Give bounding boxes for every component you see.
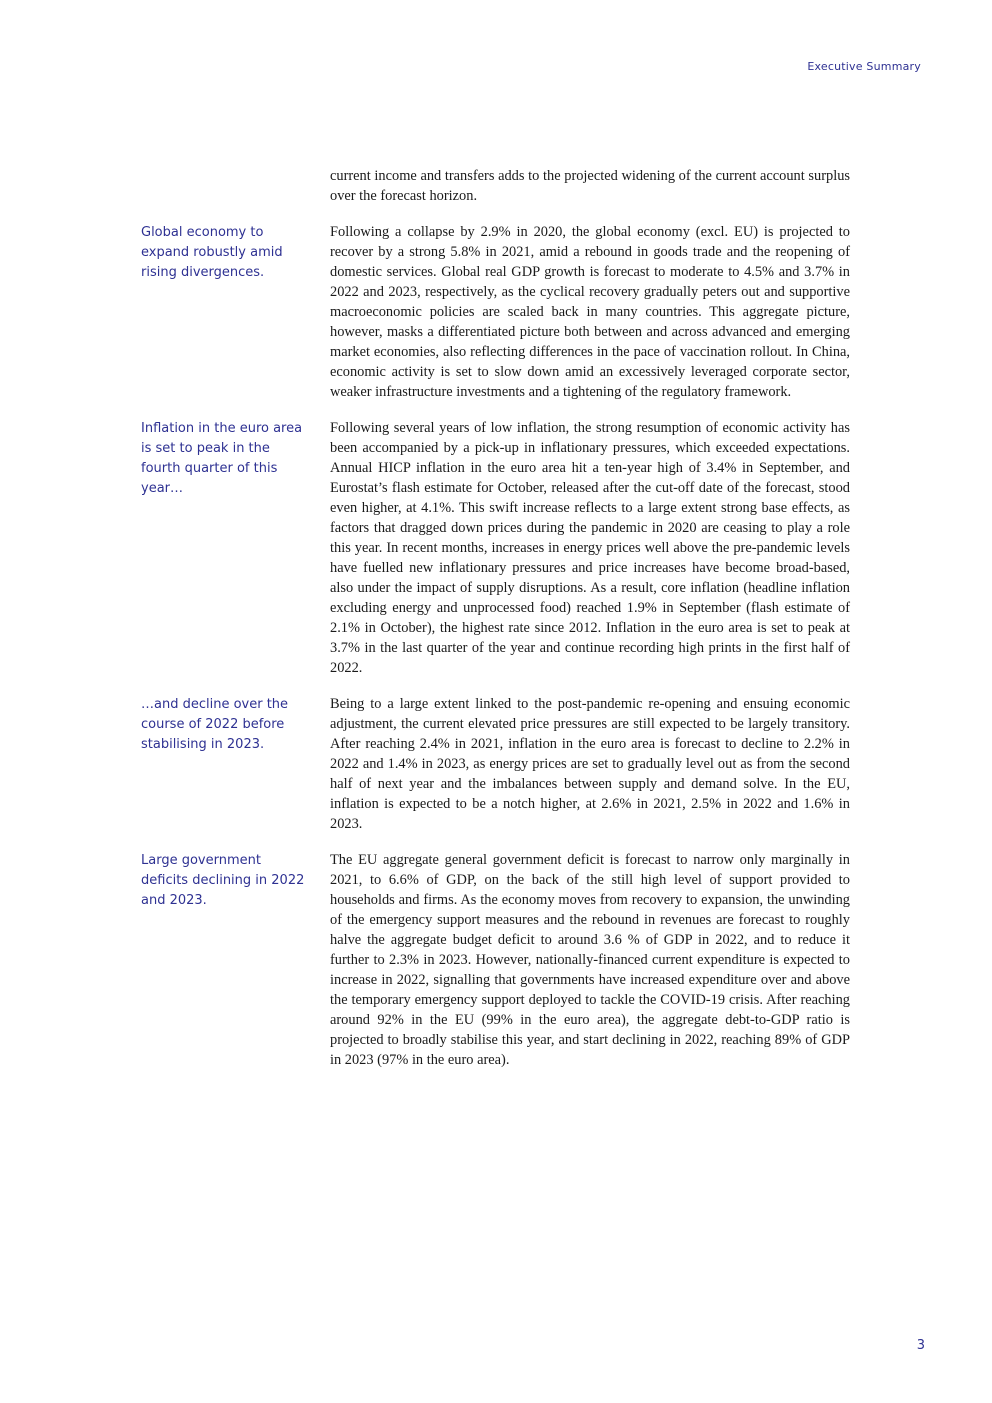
body-paragraph: current income and transfers adds to the projected widening of the current account surplus over the forecast horizon.: [330, 168, 850, 204]
running-header: Executive Summary: [807, 60, 921, 73]
section-current-account: [141, 166, 851, 206]
body-paragraph: Being to a large extent linked to the post-pandemic re-opening and ensuing economic adjustment, the current elevated price pressures are still expected to be largely transitory. After reaching 2.4% in 2021, inflation in the euro area is forecast to decline to 2.2% in 2022 and 1.4% in 2023, as energy prices are set to gradually level out as from the second half of next year and the imbalances between supply and demand solve. In the EU, inflation is expected to be a notch higher, at 2.6% in 2021, 2.5% in 2022 and 1.6% in 2023.: [330, 696, 850, 832]
body-paragraph: The EU aggregate general government deficit is forecast to narrow only marginally in 2021, to 6.6% of GDP, on the back of the still high level of support provided to households and firms. As the economy moves from recovery to expansion, the unwinding of the emergency support measures and the rebound in revenues are forecast to roughly halve the aggregate budget deficit to around 3.6 % of GDP in 2022, and to reduce it further to 2.3% in 2023. However, nationally-financed current expenditure is expected to increase in 2022, signalling that governments have increased expenditure over and above the temporary emergency support deployed to tackle the COVID-19 crisis. After reaching around 92% in the EU (99% in the euro area), the aggregate debt-to-GDP ratio is projected to broadly stabilise this year, and start declining in 2022, reaching 89% of GDP in 2023 (97% in the euro area).: [330, 852, 850, 1068]
page-number: 3: [916, 1338, 925, 1353]
section-government-deficits: [141, 850, 851, 1070]
margin-note: Large government deficits declining in 2022 and 2023.: [141, 853, 305, 908]
section-global-economy: [141, 222, 851, 402]
margin-note: Global economy to expand robustly amid rising divergences.: [141, 225, 283, 280]
margin-note: Inflation in the euro area is set to peak in the fourth quarter of this year…: [141, 421, 303, 496]
margin-note: …and decline over the course of 2022 before stabilising in 2023.: [141, 697, 289, 752]
main-content: [141, 166, 851, 1086]
margin-note: [141, 166, 305, 167]
body-paragraph: Following a collapse by 2.9% in 2020, the global economy (excl. EU) is projected to recover by a strong 5.8% in 2021, amid a rebound in goods trade and the reopening of domestic services. Global real GDP growth is forecast to moderate to 4.5% and 3.7% in 2022 and 2023, respectively, as the cyclical recovery gradually peters out and supportive macroeconomic policies are scaled back in many countries. This aggregate picture, however, masks a differentiated picture both between and across advanced and emerging market economies, also reflecting differences in the pace of vaccination rollout. In China, economic activity is set to slow down amid an excessively leveraged corporate sector, weaker infrastructure investments and a tightening of the regulatory framework.: [330, 224, 850, 400]
section-inflation-peak: [141, 418, 851, 678]
section-inflation-decline: [141, 694, 851, 834]
body-paragraph: Following several years of low inflation, the strong resumption of economic activity has been accompanied by a pick-up in inflationary pressures, which exceeded expectations. Annual HICP inflation in the euro area hit a ten-year high of 3.4% in September, and Eurostat’s flash estimate for October, released after the cut-off date of the forecast, stood even higher, at 4.1%. This swift increase reflects to a large extent strong base effects, as factors that dragged down prices during the pandemic in 2020 are ceasing to play a role this year. In recent months, increases in energy prices well above the pre-pandemic levels have fuelled new inflationary pressures and price increases have become broad-based, also under the impact of supply disruptions. As a result, core inflation (headline inflation excluding energy and unprocessed food) reached 1.9% in September (flash estimate of 2.1% in October), the highest rate since 2012. Inflation in the euro area is set to peak at 3.7% in the last quarter of the year and continue recording high prints in the first half of 2022.: [330, 420, 850, 676]
